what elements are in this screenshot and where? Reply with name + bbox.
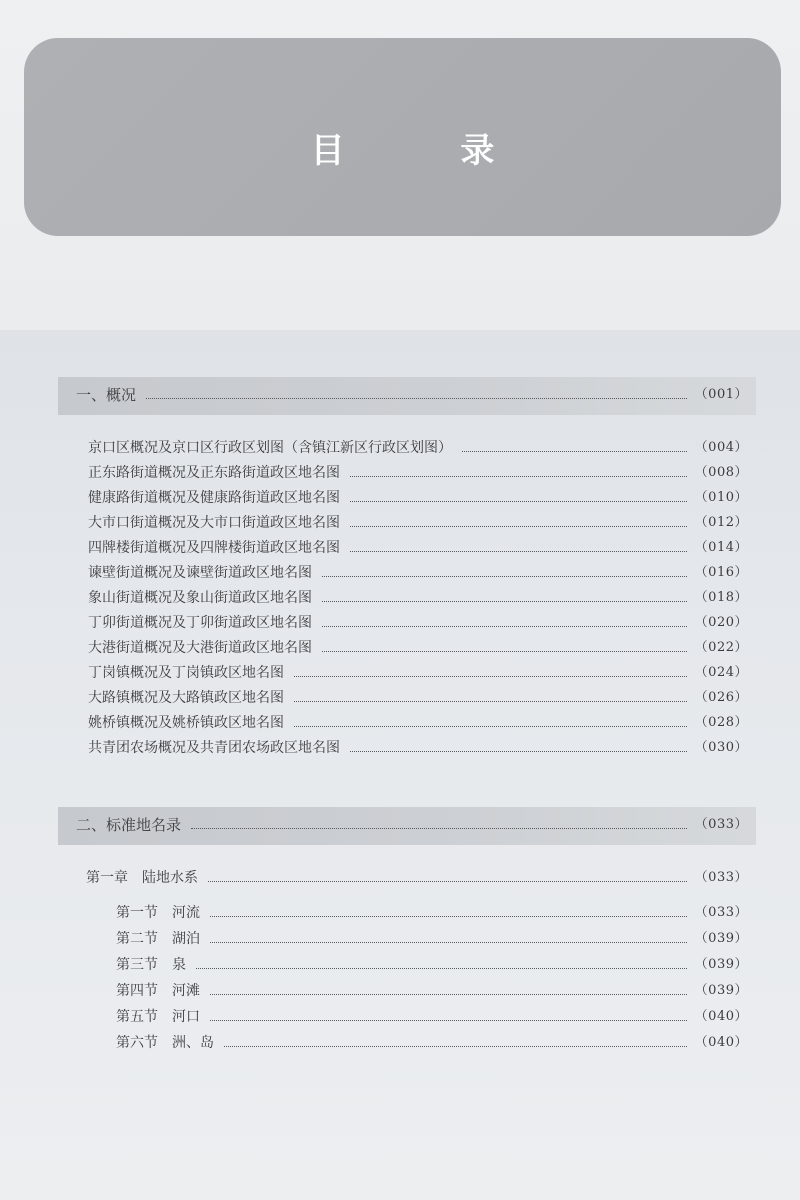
chapter-1-page: （033）: [694, 870, 748, 885]
dot-leader: [462, 451, 687, 452]
chapter-1-title: [86, 868, 198, 888]
subsection-number: 第二节: [116, 931, 158, 947]
chapter-1-label: 陆地水系: [142, 870, 198, 886]
subsection-label: 泉: [172, 957, 186, 973]
toc-subsection[interactable]: [116, 1007, 748, 1027]
subsection-number: 第五节: [116, 1009, 158, 1025]
dot-leader: [322, 626, 687, 627]
toc-entry[interactable]: [88, 438, 748, 458]
dot-leader: [322, 651, 687, 652]
section-1-label: 一、概况: [76, 386, 137, 404]
subsection-label: 湖泊: [172, 931, 200, 947]
subsection-page: （039）: [694, 983, 748, 998]
entry-label: 大港街道概况及大港街道政区地名图: [88, 640, 312, 656]
subsection-label: 河口: [172, 1009, 200, 1025]
entry-label: 健康路街道概况及健康路街道政区地名图: [88, 490, 340, 506]
section-2-label: 二、标准地名录: [76, 816, 182, 834]
subsection-title: [116, 1007, 200, 1027]
entry-label: 大市口街道概况及大市口街道政区地名图: [88, 515, 340, 531]
toc-entry[interactable]: [88, 738, 748, 758]
entry-label: 谏壁街道概况及谏壁街道政区地名图: [88, 565, 312, 581]
subsection-number: 第四节: [116, 983, 158, 999]
dot-leader: [210, 994, 687, 995]
subsection-number: 第三节: [116, 957, 158, 973]
toc-entry[interactable]: [88, 538, 748, 558]
entry-page: （020）: [694, 615, 748, 630]
entry-label: 共青团农场概况及共青团农场政区地名图: [88, 740, 340, 756]
subsection-label: 河流: [172, 905, 200, 921]
entry-page: （018）: [694, 590, 748, 605]
dot-leader: [196, 968, 687, 969]
subsection-page: （040）: [694, 1035, 748, 1050]
entry-page: （030）: [694, 740, 748, 755]
entry-label: 大路镇概况及大路镇政区地名图: [88, 690, 284, 706]
dot-leader: [350, 551, 687, 552]
title-banner: [24, 38, 781, 236]
section-1-page: （001）: [694, 387, 748, 402]
toc-subsection[interactable]: [116, 929, 748, 949]
toc-subsection[interactable]: [116, 903, 748, 923]
entry-page: （012）: [694, 515, 748, 530]
toc-entry[interactable]: [88, 613, 748, 633]
dot-leader: [146, 398, 687, 399]
subsection-label: 河滩: [172, 983, 200, 999]
dot-leader: [294, 701, 687, 702]
subsection-title: [116, 955, 186, 975]
dot-leader: [294, 676, 687, 677]
entry-label: 四牌楼街道概况及四牌楼街道政区地名图: [88, 540, 340, 556]
entry-page: （008）: [694, 465, 748, 480]
subsection-title: [116, 1033, 214, 1053]
toc-subsection[interactable]: [116, 981, 748, 1001]
toc-entry[interactable]: [88, 488, 748, 508]
toc-entry[interactable]: [88, 713, 748, 733]
entry-label: 象山街道概况及象山街道政区地名图: [88, 590, 312, 606]
dot-leader: [208, 881, 687, 882]
dot-leader: [224, 1046, 687, 1047]
entry-label: 姚桥镇概况及姚桥镇政区地名图: [88, 715, 284, 731]
dot-leader: [191, 828, 687, 829]
subsection-title: [116, 981, 200, 1001]
entry-page: （026）: [694, 690, 748, 705]
entry-label: 京口区概况及京口区行政区划图（含镇江新区行政区划图）: [88, 440, 452, 456]
toc-entry[interactable]: [88, 638, 748, 658]
entry-page: （024）: [694, 665, 748, 680]
entry-page: （016）: [694, 565, 748, 580]
subsection-page: （040）: [694, 1009, 748, 1024]
subsection-page: （033）: [694, 905, 748, 920]
subsection-page: （039）: [694, 931, 748, 946]
dot-leader: [294, 726, 687, 727]
toc-entry[interactable]: [88, 513, 748, 533]
subsection-label: 洲、岛: [172, 1035, 214, 1051]
dot-leader: [350, 751, 687, 752]
chapter-1-number: 第一章: [86, 870, 128, 886]
entry-page: （004）: [694, 440, 748, 455]
subsection-title: [116, 929, 200, 949]
section-2-page: （033）: [694, 817, 748, 832]
entry-page: （014）: [694, 540, 748, 555]
subsection-number: 第六节: [116, 1035, 158, 1051]
toc-entry[interactable]: [88, 663, 748, 683]
toc-entry[interactable]: [88, 463, 748, 483]
entry-page: （010）: [694, 490, 748, 505]
entry-page: （022）: [694, 640, 748, 655]
dot-leader: [322, 576, 687, 577]
toc-entry[interactable]: [88, 688, 748, 708]
toc-section-2[interactable]: [76, 815, 748, 835]
entry-label: 丁卯街道概况及丁卯街道政区地名图: [88, 615, 312, 631]
dot-leader: [350, 526, 687, 527]
subsection-page: （039）: [694, 957, 748, 972]
dot-leader: [210, 916, 687, 917]
toc-entry[interactable]: [88, 588, 748, 608]
dot-leader: [350, 476, 687, 477]
toc-subsection[interactable]: [116, 955, 748, 975]
entry-label: 正东路街道概况及正东路街道政区地名图: [88, 465, 340, 481]
dot-leader: [350, 501, 687, 502]
dot-leader: [210, 1020, 687, 1021]
page-title: 目 录: [310, 130, 547, 171]
subsection-title: [116, 903, 200, 923]
toc-entry[interactable]: [88, 563, 748, 583]
toc-chapter-1[interactable]: [86, 868, 748, 888]
toc-subsection[interactable]: [116, 1033, 748, 1053]
subsection-number: 第一节: [116, 905, 158, 921]
entry-page: （028）: [694, 715, 748, 730]
dot-leader: [210, 942, 687, 943]
entry-label: 丁岗镇概况及丁岗镇政区地名图: [88, 665, 284, 681]
dot-leader: [322, 601, 687, 602]
page-bottom-area: [0, 330, 800, 1200]
toc-section-1[interactable]: [76, 385, 748, 405]
